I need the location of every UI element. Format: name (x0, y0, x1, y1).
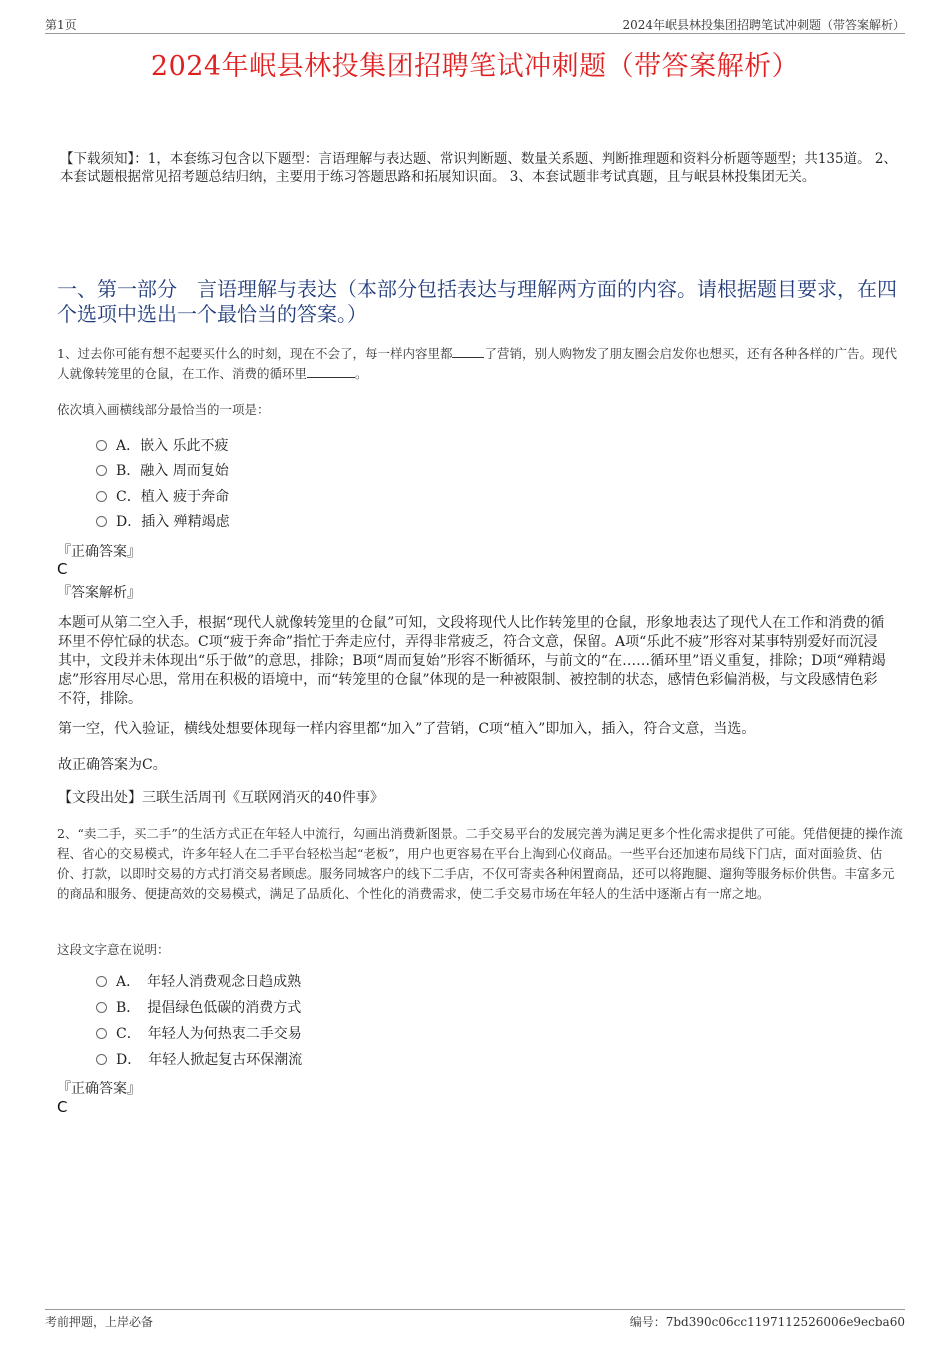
radio-icon[interactable] (96, 491, 107, 502)
q1-analysis-paragraph-3: 故正确答案为C。 (58, 757, 167, 773)
footer-divider (45, 1309, 905, 1310)
question-1-text-part2: 了营销，别人购物发了朋友圈会启发你也想买，还有各种各样的广告。现代人就像转笼里的仓鼠，在工作、消费的循环里 (57, 346, 897, 381)
download-notice: 【下载须知】：1，本套练习包含以下题型：言语理解与表达题、常识判断题、数量关系题、判断推理题和资料分析题等题型；共135道。 2、本套试题根据常见招考题总结归纳，主要用于练习答题思路和拓展知识面。 3、本套试题非考试真题，且与岷县林投集团无关。 (60, 151, 897, 185)
q1-analysis-paragraph-2: 第一空，代入验证，横线处想要体现每一样内容里都“加入”了营销，C项“植入”即加入，插入，符合文意，当选。 (58, 721, 756, 737)
question-1-text (57, 344, 905, 384)
page-title: 2024年岷县林投集团招聘笔试冲刺题（带答案解析） (150, 51, 800, 82)
radio-icon[interactable] (96, 465, 107, 476)
q1-answer-heading: 『正确答案』 (57, 544, 141, 560)
radio-icon[interactable] (96, 1002, 107, 1013)
fill-blank-2 (307, 365, 355, 378)
q1-analysis-paragraph-1: 本题可从第二空入手，根据“现代人就像转笼里的仓鼠”可知，文段将现代人比作转笼里的仓鼠，形象地表达了现代人在工作和消费的循环里不停忙碌的状态。C项“疲于奔命”指忙于奔走应付，弄得非常疲乏，符合文意，保留。A项“乐此不疲”形容对某事特别爱好而沉浸其中，文段并未体现出“乐于做”的意思，排除；B项“周而复始”形容不断循环，与前文的“在……循环里”语义重复，排除；D项“殚精竭虑”形容用尽心思，常用在积极的语境中，而“转笼里的仓鼠”体现的是一种被限制、被控制的状态，感情色彩偏消极，与文段感情色彩不符，排除。 (58, 615, 886, 707)
q1-option-d[interactable]: D．插入 殚精竭虑 (96, 511, 230, 533)
q1-analysis-heading: 『答案解析』 (57, 585, 141, 601)
radio-icon[interactable] (96, 516, 107, 527)
header-divider (45, 33, 905, 34)
question-1-prompt: 依次填入画横线部分最恰当的一项是： (57, 402, 270, 417)
question-1-text-part3: 。 (355, 366, 368, 381)
question-2-prompt: 这段文字意在说明： (57, 942, 170, 957)
radio-icon[interactable] (96, 976, 107, 987)
question-1-text-part1: 1、过去你可能有想不起要买什么的时刻，现在不会了，每一样内容里都 (57, 346, 453, 361)
q2-answer: C (57, 1098, 68, 1116)
q2-option-d[interactable]: D． 年轻人掀起复古环保潮流 (96, 1049, 302, 1071)
header-doc-title: 2024年岷县林投集团招聘笔试冲刺题（带答案解析） (622, 18, 905, 32)
q1-option-c[interactable]: C．植入 疲于奔命 (96, 486, 229, 508)
question-2-text: 2、“卖二手，买二手”的生活方式正在年轻人中流行，勾画出消费新图景。二手交易平台的发展完善为满足更多个性化需求提供了可能。凭借便捷的操作流程、省心的交易模式，许多年轻人在二手平台轻松当起“老板”，用户也更容易在平台上淘到心仪商品。一些平台还加速布局线下门店，面对面验货、估价、打款，以即时交易的方式打消交易者顾虑。服务同城客户的线下二手店，不仅可寄卖各种闲置商品，还可以将跑腿、遛狗等服务标价供售。丰富多元的商品和服务、便捷高效的交易模式，满足了品质化、个性化的消费需求，使二手交易市场在年轻人的生活中逐渐占有一席之地。 (57, 826, 903, 901)
q1-source: 【文段出处】三联生活周刊《互联网消灭的40件事》 (58, 790, 384, 806)
radio-icon[interactable] (96, 1028, 107, 1039)
q2-option-b[interactable]: B． 提倡绿色低碳的消费方式 (96, 997, 301, 1019)
q2-answer-heading: 『正确答案』 (57, 1081, 141, 1097)
q1-option-a[interactable]: A．嵌入 乐此不疲 (96, 435, 229, 457)
q2-option-a[interactable]: A． 年轻人消费观念日趋成熟 (96, 971, 301, 993)
document-id: 编号：7bd390c06cc1197112526006e9ecba60 (629, 1315, 905, 1329)
section-heading: 一、第一部分 言语理解与表达（本部分包括表达与理解两方面的内容。请根据题目要求，在四个选项中选出一个最恰当的答案。） (57, 277, 897, 326)
footer-slogan: 考前押题，上岸必备 (45, 1315, 154, 1329)
radio-icon[interactable] (96, 440, 107, 451)
radio-icon[interactable] (96, 1054, 107, 1065)
q2-option-c[interactable]: C． 年轻人为何热衷二手交易 (96, 1023, 302, 1045)
q1-answer: C (57, 560, 68, 578)
fill-blank-1 (452, 345, 484, 358)
page-number: 第1页 (45, 18, 77, 32)
q1-option-b[interactable]: B．融入 周而复始 (96, 460, 229, 482)
